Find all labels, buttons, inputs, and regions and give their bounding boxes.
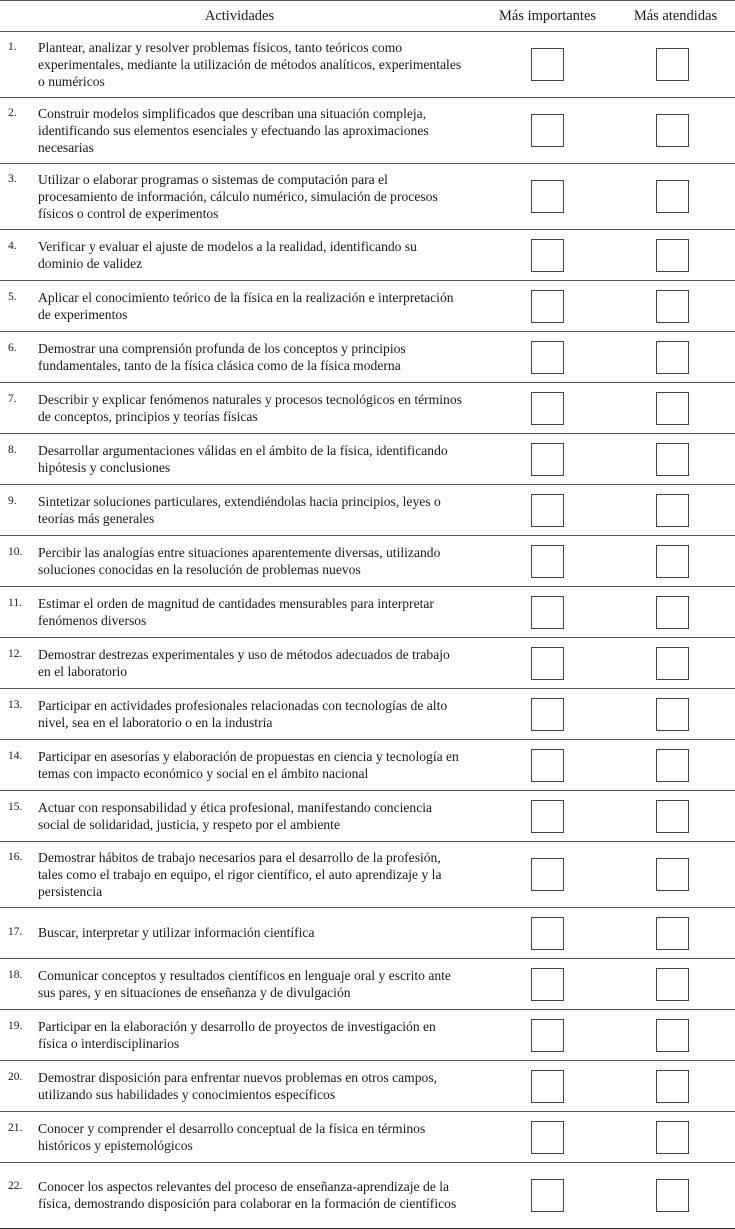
- activity-cell: [0, 1010, 479, 1061]
- activity-item: [0, 745, 479, 786]
- activity-number: 7.: [8, 392, 17, 405]
- activity-cell: [0, 332, 479, 383]
- most-attended-checkbox[interactable]: [656, 392, 689, 425]
- most-important-cell: [479, 638, 616, 689]
- activity-number: 21.: [8, 1121, 23, 1134]
- activity-item: [0, 1015, 479, 1056]
- most-important-cell: [479, 230, 616, 281]
- most-attended-checkbox[interactable]: [656, 968, 689, 1001]
- activity-cell: [0, 536, 479, 587]
- header-activities: Actividades: [0, 1, 479, 32]
- activity-cell: [0, 959, 479, 1010]
- activity-text: Demostrar destrezas experimentales y uso de métodos adecuados de trabajo en el laboratorio: [38, 646, 450, 679]
- table-header: [0, 1, 735, 32]
- most-attended-checkbox[interactable]: [656, 239, 689, 272]
- activity-text: Plantear, analizar y resolver problemas físicos, tanto teóricos como experimentales, mediante la utilización de métodos analíticos, experimentales o numéricos: [38, 39, 462, 89]
- most-important-cell: [479, 689, 616, 740]
- most-attended-checkbox[interactable]: [656, 917, 689, 950]
- most-attended-checkbox[interactable]: [656, 1019, 689, 1052]
- activity-item: [0, 964, 479, 1005]
- most-important-cell: [479, 1163, 616, 1229]
- most-attended-checkbox[interactable]: [656, 858, 689, 891]
- table-row: [0, 434, 735, 485]
- most-important-checkbox[interactable]: [531, 545, 564, 578]
- activity-number: 19.: [8, 1019, 23, 1032]
- most-attended-checkbox[interactable]: [656, 443, 689, 476]
- most-attended-cell: [616, 638, 735, 689]
- most-attended-checkbox[interactable]: [656, 180, 689, 213]
- activity-number: 12.: [8, 647, 23, 660]
- most-attended-checkbox[interactable]: [656, 114, 689, 147]
- most-important-cell: [479, 434, 616, 485]
- activity-cell: [0, 281, 479, 332]
- most-attended-cell: [616, 332, 735, 383]
- table-row: [0, 908, 735, 959]
- most-important-cell: [479, 164, 616, 230]
- activity-number: 9.: [8, 494, 17, 507]
- most-attended-cell: [616, 434, 735, 485]
- activity-cell: [0, 485, 479, 536]
- table-row: [0, 740, 735, 791]
- activity-cell: [0, 434, 479, 485]
- activity-cell: [0, 1061, 479, 1112]
- activity-item: [0, 337, 479, 378]
- table-row: [0, 1061, 735, 1112]
- activity-cell: [0, 689, 479, 740]
- most-important-checkbox[interactable]: [531, 968, 564, 1001]
- most-attended-checkbox[interactable]: [656, 1070, 689, 1103]
- activity-cell: [0, 842, 479, 908]
- activity-item: [0, 1175, 479, 1216]
- activity-text: Participar en la elaboración y desarrollo de proyectos de investigación en física o interdisciplinarios: [38, 1018, 436, 1051]
- table-body: [0, 32, 735, 1229]
- activity-item: [0, 796, 479, 837]
- activity-cell: [0, 32, 479, 98]
- activity-text: Buscar, interpretar y utilizar información científica: [38, 925, 315, 940]
- most-important-checkbox[interactable]: [531, 114, 564, 147]
- most-attended-cell: [616, 98, 735, 164]
- table-row: [0, 689, 735, 740]
- activity-item: [0, 541, 479, 582]
- most-attended-cell: [616, 32, 735, 98]
- activity-number: 2.: [8, 106, 17, 119]
- activity-text: Comunicar conceptos y resultados científicos en lenguaje oral y escrito ante sus pares, y en situaciones de enseñanza y de divulgación: [38, 967, 451, 1000]
- most-important-cell: [479, 281, 616, 332]
- activity-number: 17.: [8, 926, 23, 938]
- table-row: [0, 638, 735, 689]
- most-attended-checkbox[interactable]: [656, 545, 689, 578]
- activity-cell: [0, 908, 479, 959]
- activity-number: 13.: [8, 698, 23, 711]
- most-important-checkbox[interactable]: [531, 494, 564, 527]
- table-row: [0, 1163, 735, 1229]
- activity-number: 16.: [8, 850, 23, 863]
- most-important-cell: [479, 791, 616, 842]
- activity-text: Utilizar o elaborar programas o sistemas de computación para el procesamiento de información, cálculo numérico, simulación de procesos físicos o control de experimentos: [38, 171, 438, 221]
- most-important-checkbox[interactable]: [531, 180, 564, 213]
- activity-item: [0, 921, 479, 945]
- most-attended-cell: [616, 1112, 735, 1163]
- table-row: [0, 485, 735, 536]
- most-important-cell: [479, 1010, 616, 1061]
- activity-item: [0, 592, 479, 633]
- most-attended-cell: [616, 485, 735, 536]
- activity-cell: [0, 1163, 479, 1229]
- activity-item: [0, 694, 479, 735]
- table-row: [0, 281, 735, 332]
- most-important-checkbox[interactable]: [531, 917, 564, 950]
- most-important-cell: [479, 740, 616, 791]
- activity-cell: [0, 383, 479, 434]
- most-important-checkbox[interactable]: [531, 290, 564, 323]
- most-important-checkbox[interactable]: [531, 1179, 564, 1212]
- most-important-cell: [479, 587, 616, 638]
- activity-number: 18.: [8, 968, 23, 981]
- activity-cell: [0, 791, 479, 842]
- most-important-cell: [479, 959, 616, 1010]
- most-important-checkbox[interactable]: [531, 1121, 564, 1154]
- activity-number: 20.: [8, 1070, 23, 1083]
- activity-number: 4.: [8, 239, 17, 252]
- most-attended-cell: [616, 587, 735, 638]
- activity-item: [0, 439, 479, 480]
- activity-text: Sintetizar soluciones particulares, extendiéndolas hacia principios, leyes o teorías más generales: [38, 493, 441, 526]
- activity-cell: [0, 164, 479, 230]
- table-row: [0, 842, 735, 908]
- most-attended-checkbox[interactable]: [656, 596, 689, 629]
- most-attended-cell: [616, 230, 735, 281]
- table-row: [0, 587, 735, 638]
- most-important-checkbox[interactable]: [531, 698, 564, 731]
- table-row: [0, 230, 735, 281]
- activity-text: Demostrar disposición para enfrentar nuevos problemas en otros campos, utilizando sus habilidades y conocimientos específicos: [38, 1069, 438, 1102]
- activity-number: 22.: [8, 1180, 23, 1192]
- most-attended-cell: [616, 842, 735, 908]
- activity-text: Construir modelos simplificados que describan una situación compleja, identificando sus elementos esenciales y efectuando las aproximaciones necesarias: [38, 105, 429, 155]
- activity-cell: [0, 740, 479, 791]
- most-attended-cell: [616, 536, 735, 587]
- most-important-cell: [479, 485, 616, 536]
- most-important-cell: [479, 383, 616, 434]
- activity-number: 14.: [8, 749, 23, 762]
- activity-cell: [0, 230, 479, 281]
- activity-text: Describir y explicar fenómenos naturales y procesos tecnológicos en términos de conceptos, principios y teorías físicas: [38, 391, 462, 424]
- most-important-checkbox[interactable]: [531, 48, 564, 81]
- activity-text: Estimar el orden de magnitud de cantidades mensurables para interpretar fenómenos diversos: [38, 595, 434, 628]
- activity-number: 5.: [8, 290, 17, 303]
- most-attended-checkbox[interactable]: [656, 800, 689, 833]
- table-row: [0, 383, 735, 434]
- most-attended-checkbox[interactable]: [656, 341, 689, 374]
- activity-text: Aplicar el conocimiento teórico de la física en la realización e interpretación de experimentos: [38, 289, 454, 322]
- activity-cell: [0, 1112, 479, 1163]
- most-attended-cell: [616, 740, 735, 791]
- most-attended-cell: [616, 164, 735, 230]
- activity-cell: [0, 587, 479, 638]
- most-attended-checkbox[interactable]: [656, 48, 689, 81]
- table-row: [0, 332, 735, 383]
- most-attended-checkbox[interactable]: [656, 290, 689, 323]
- most-attended-cell: [616, 689, 735, 740]
- most-important-checkbox[interactable]: [531, 858, 564, 891]
- activity-text: Demostrar hábitos de trabajo necesarios para el desarrollo de la profesión, tales como el trabajo en equipo, el rigor científico, el auto aprendizaje y la persistencia: [38, 849, 442, 899]
- activity-number: 1.: [8, 40, 17, 53]
- activity-item: [0, 643, 479, 684]
- most-attended-checkbox[interactable]: [656, 1179, 689, 1212]
- activity-item: [0, 168, 479, 226]
- activity-text: Actuar con responsabilidad y ética profesional, manifestando conciencia social de solidaridad, justicia, y respeto por el ambiente: [38, 799, 433, 832]
- activity-text: Conocer y comprender el desarrollo conceptual de la física en términos históricos y epistemológicos: [38, 1120, 426, 1153]
- most-important-checkbox[interactable]: [531, 443, 564, 476]
- activity-item: [0, 1066, 479, 1107]
- most-attended-cell: [616, 1163, 735, 1229]
- most-attended-cell: [616, 281, 735, 332]
- table-row: [0, 98, 735, 164]
- most-important-cell: [479, 32, 616, 98]
- most-important-checkbox[interactable]: [531, 341, 564, 374]
- table-row: [0, 536, 735, 587]
- activity-text: Demostrar una comprensión profunda de los conceptos y principios fundamentales, tanto de la física clásica como de la física moderna: [38, 340, 406, 373]
- most-attended-cell: [616, 1061, 735, 1112]
- most-attended-cell: [616, 383, 735, 434]
- header-most-attended: Más atendidas: [616, 1, 735, 32]
- activity-text: Verificar y evaluar el ajuste de modelos a la realidad, identificando su dominio de validez: [38, 238, 417, 271]
- most-attended-checkbox[interactable]: [656, 1121, 689, 1154]
- activity-item: [0, 36, 479, 94]
- table-row: [0, 164, 735, 230]
- activity-item: [0, 102, 479, 160]
- table-row: [0, 1112, 735, 1163]
- activity-cell: [0, 98, 479, 164]
- header-most-important: Más importantes: [479, 1, 616, 32]
- table-row: [0, 32, 735, 98]
- activity-text: Percibir las analogías entre situaciones aparentemente diversas, utilizando soluciones conocidas en la resolución de problemas nuevos: [38, 544, 441, 577]
- most-attended-checkbox[interactable]: [656, 494, 689, 527]
- activity-text: Participar en actividades profesionales relacionadas con tecnologías de alto nivel, sea en el laboratorio o en la industria: [38, 697, 448, 730]
- most-attended-checkbox[interactable]: [656, 698, 689, 731]
- table-row: [0, 791, 735, 842]
- most-important-cell: [479, 98, 616, 164]
- most-important-checkbox[interactable]: [531, 392, 564, 425]
- most-important-checkbox[interactable]: [531, 239, 564, 272]
- activity-item: [0, 235, 479, 276]
- most-important-cell: [479, 536, 616, 587]
- activity-number: 10.: [8, 545, 23, 558]
- most-important-checkbox[interactable]: [531, 800, 564, 833]
- most-important-checkbox[interactable]: [531, 749, 564, 782]
- activity-number: 8.: [8, 443, 17, 456]
- table-row: [0, 1010, 735, 1061]
- most-important-checkbox[interactable]: [531, 596, 564, 629]
- most-important-cell: [479, 842, 616, 908]
- activity-cell: [0, 638, 479, 689]
- most-attended-cell: [616, 959, 735, 1010]
- activity-text: Desarrollar argumentaciones válidas en el ámbito de la física, identificando hipótesis y conclusiones: [38, 442, 448, 475]
- most-important-checkbox[interactable]: [531, 647, 564, 680]
- activity-item: [0, 1117, 479, 1158]
- activity-text: Participar en asesorías y elaboración de propuestas en ciencia y tecnología en temas con impacto económico y social en el ámbito nacional: [38, 748, 459, 781]
- most-attended-cell: [616, 791, 735, 842]
- activity-number: 6.: [8, 341, 17, 354]
- activity-number: 3.: [8, 172, 17, 185]
- activity-item: [0, 846, 479, 904]
- activity-number: 15.: [8, 800, 23, 813]
- activity-item: [0, 388, 479, 429]
- most-important-cell: [479, 908, 616, 959]
- most-important-cell: [479, 1061, 616, 1112]
- activity-item: [0, 490, 479, 531]
- most-important-checkbox[interactable]: [531, 1019, 564, 1052]
- most-important-checkbox[interactable]: [531, 1070, 564, 1103]
- most-attended-checkbox[interactable]: [656, 647, 689, 680]
- most-important-cell: [479, 332, 616, 383]
- activity-number: 11.: [8, 596, 22, 609]
- most-attended-cell: [616, 1010, 735, 1061]
- most-attended-cell: [616, 908, 735, 959]
- most-important-cell: [479, 1112, 616, 1163]
- activity-text: Conocer los aspectos relevantes del proceso de enseñanza-aprendizaje de la física, demostrando disposición para colaborar en la formación de científicos: [38, 1179, 457, 1211]
- activity-item: [0, 286, 479, 327]
- table-row: [0, 959, 735, 1010]
- most-attended-checkbox[interactable]: [656, 749, 689, 782]
